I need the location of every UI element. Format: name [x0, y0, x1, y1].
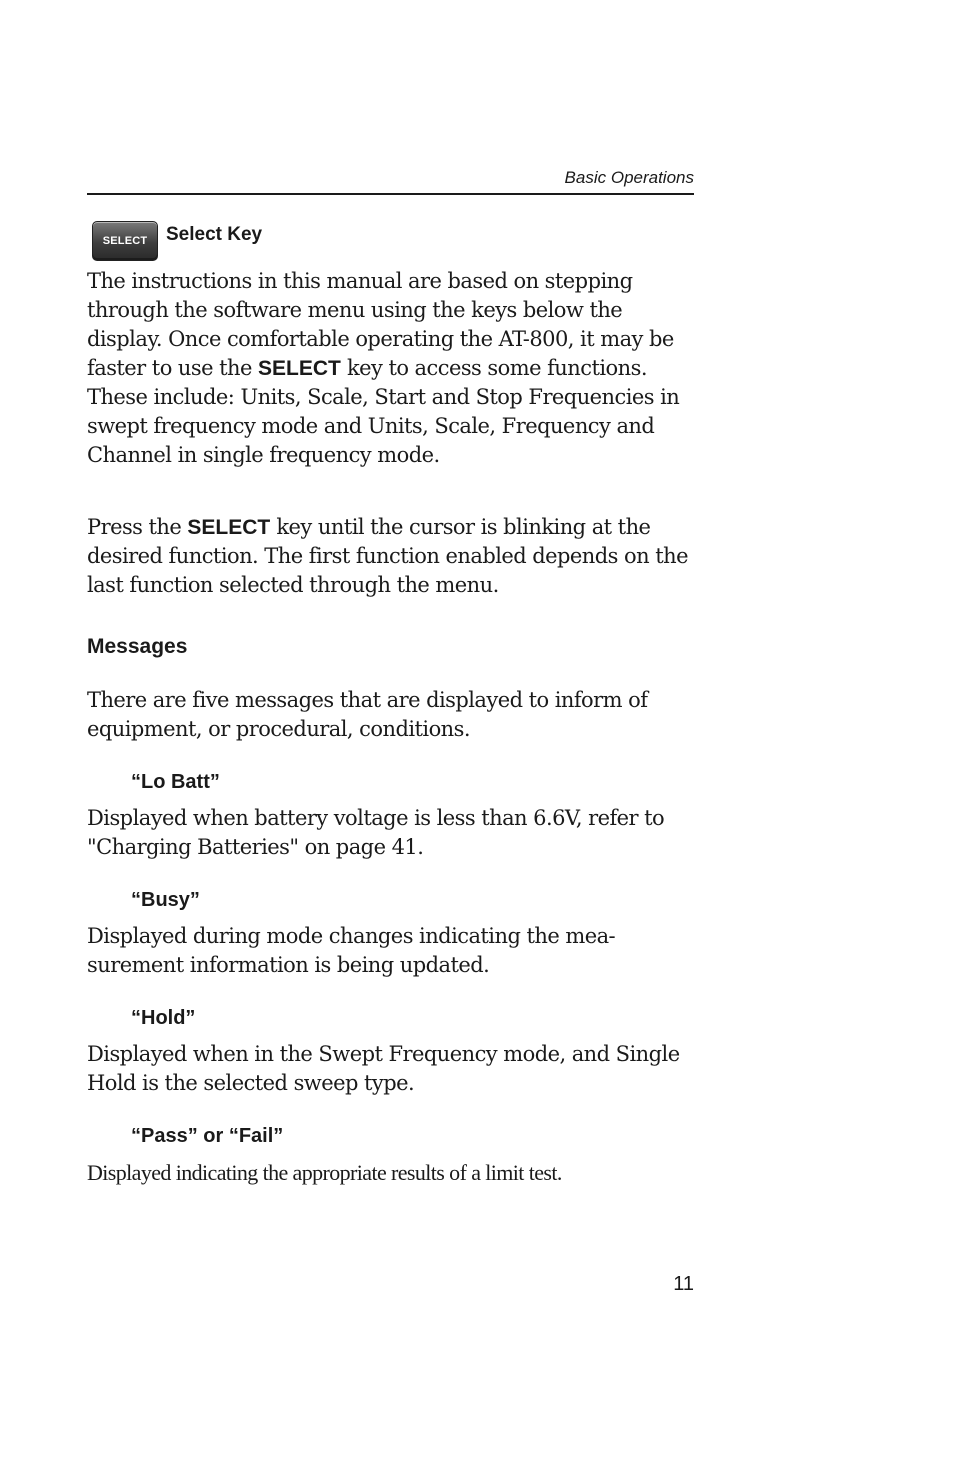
message-text-pass-fail: Displayed indicating the appropriate results of a limit test.	[87, 1160, 562, 1185]
select-keyword: SELECT	[187, 516, 271, 539]
select-key-icon-label: SELECT	[102, 235, 148, 247]
message-title-busy: “Busy”	[131, 889, 200, 911]
message-text-busy: Displayed during mode changes indicating the mea-surement information is being updated.	[87, 924, 616, 977]
select-keyword: SELECT	[257, 357, 341, 380]
select-key-title: Select Key	[166, 224, 263, 245]
message-title-pass-fail: “Pass” or “Fail”	[131, 1125, 284, 1147]
messages-intro: There are five messages that are displayed to inform of equipment, or procedural, conditions.	[87, 688, 648, 741]
select-key-heading	[92, 221, 262, 261]
message-text-hold: Displayed when in the Swept Frequency mode, and Single Hold is the selected sweep type.	[87, 1042, 680, 1095]
select-key-icon	[92, 221, 158, 261]
messages-heading: Messages	[87, 635, 188, 658]
header-rule	[87, 193, 694, 195]
running-header: Basic Operations	[564, 168, 694, 187]
message-title-hold: “Hold”	[131, 1007, 196, 1029]
select-key-paragraph-2: Press the SELECT key until the cursor is blinking at the desired function. The first function enabled depends on the last function selected through the menu.	[87, 515, 688, 597]
select-key-paragraph-1: The instructions in this manual are based on stepping through the software menu using the keys below the display. Once comfortable operating the AT-800, it may be faster to use the SELECT key to access some functions. These include: Units, Scale, Start and Stop Frequencies in swept frequency mode and Units, Scale, Frequency and Channel in single frequency mode.	[87, 269, 680, 467]
message-title-lo-batt: “Lo Batt”	[131, 771, 220, 793]
message-text-lo-batt: Displayed when battery voltage is less than 6.6V, refer to "Charging Batteries" on page 41.	[87, 806, 665, 859]
page-number: 11	[673, 1273, 694, 1295]
